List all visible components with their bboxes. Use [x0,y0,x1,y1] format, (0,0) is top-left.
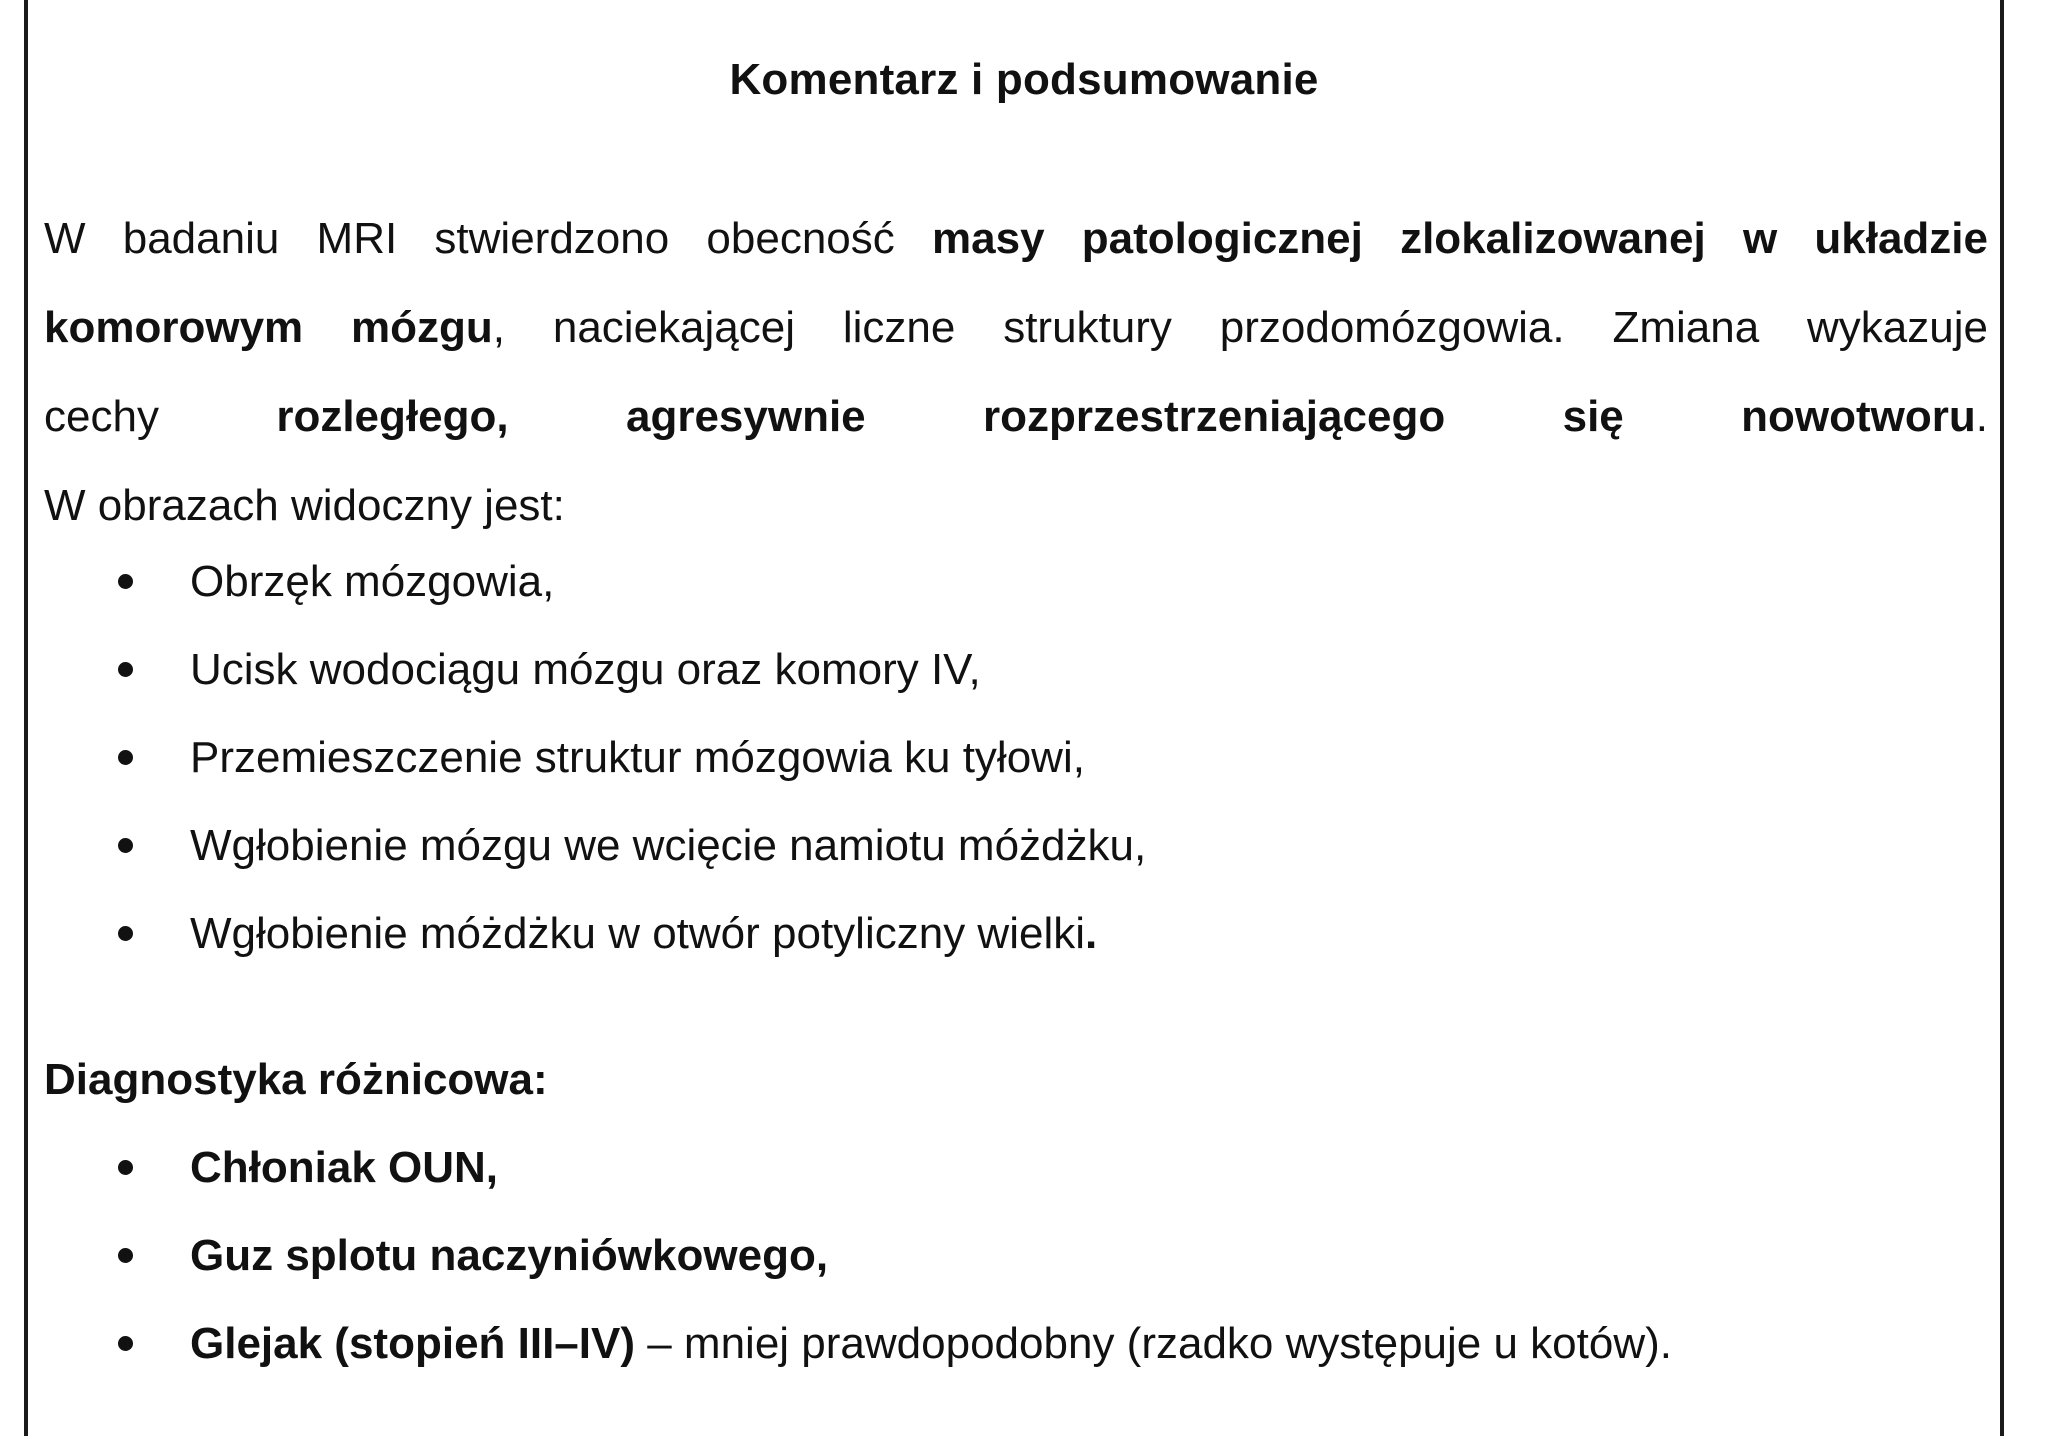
list-item [0,714,2048,802]
list-item-text: Wgłobienie móżdżku w otwór potyliczny wielki [190,909,1085,958]
paragraph-text: W badaniu MRI stwierdzono obecność [44,214,932,263]
list-item-text: Wgłobienie mózgu we wcięcie namiotu móżdżku, [190,821,1147,870]
bullet-icon [118,926,133,941]
paragraph-line-1 [44,194,1988,283]
paragraph-text: , naciekającej liczne struktury przodomózgowia. Zmiana wykazuje [492,303,1988,352]
list-item-text: Ucisk wodociągu mózgu oraz komory IV, [190,645,981,694]
list-item-bold-text: Guz splotu naczyniówkowego, [190,1231,829,1280]
list-item-text: – mniej prawdopodobny (rzadko występuje u kotów). [635,1319,1673,1368]
paragraph-bold-text: rozprzestrzeniającego [983,392,1446,441]
list-item [0,1300,2048,1388]
list-item [0,626,2048,714]
bullet-icon [118,750,133,765]
bullet-icon [118,838,133,853]
list-item [0,538,2048,626]
paragraph-bold-text: rozległego, [276,392,509,441]
paragraph-bold-text: komorowym mózgu [44,303,493,352]
paragraph-text: cechy [44,392,277,441]
list-item [0,890,2048,978]
paragraph-line-2 [44,283,1988,372]
paragraph-line-4: W obrazach widoczny jest: [44,481,565,530]
summary-paragraph [44,194,1988,550]
list-item [0,1124,2048,1212]
bullet-icon [118,574,133,589]
list-item-bold-text: Glejak (stopień III–IV) [190,1319,636,1368]
paragraph-bold-text: nowotworu [1741,392,1976,441]
paragraph-line-3 [44,372,1988,461]
paragraph-bold-text: agresywnie [625,392,866,441]
differential-heading: Diagnostyka różnicowa: [44,1055,548,1104]
paragraph-bold-text: masy patologicznej zlokalizowanej w układzie [932,214,1988,263]
bullet-icon [118,1160,133,1175]
findings-list [0,538,2048,978]
document-title: Komentarz i podsumowanie [729,55,1319,104]
list-item-text: Przemieszczenie struktur mózgowia ku tyłowi, [190,733,1085,782]
list-item-text: . [1085,909,1098,958]
paragraph-text: . [1975,392,1988,441]
paragraph-bold-text: się [1562,392,1624,441]
list-item [0,802,2048,890]
bullet-icon [118,1336,133,1351]
bullet-icon [118,662,133,677]
list-item-text: Obrzęk mózgowia, [190,557,555,606]
list-item-bold-text: Chłoniak OUN, [190,1143,499,1192]
bullet-icon [118,1248,133,1263]
list-item [0,1212,2048,1300]
differential-list [0,1124,2048,1388]
